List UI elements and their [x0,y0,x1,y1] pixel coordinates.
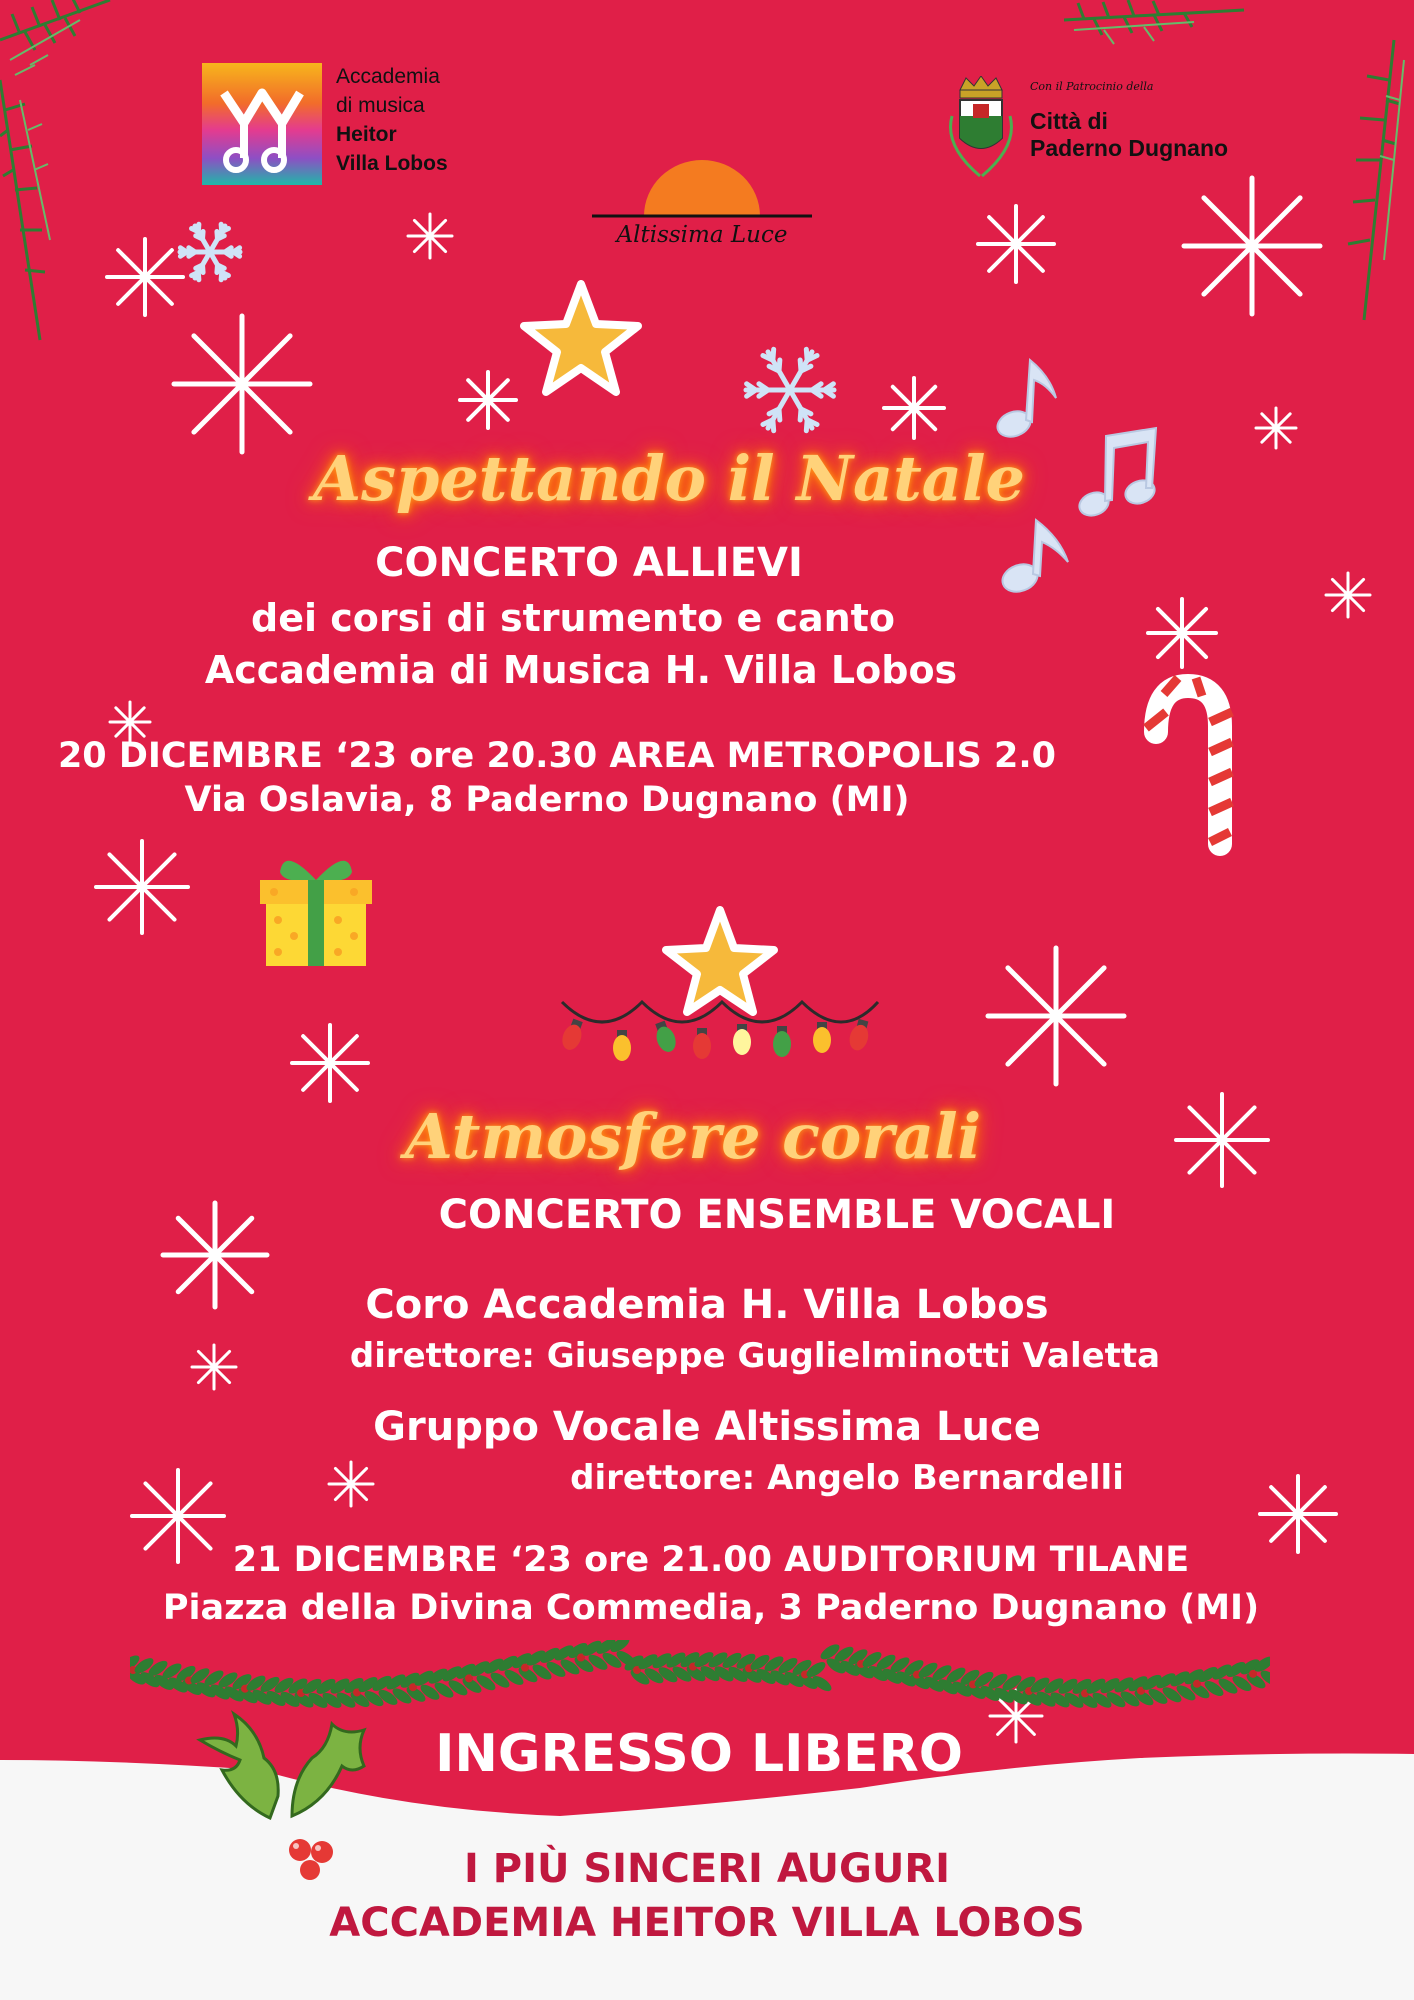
gift-icon [254,850,378,968]
event2-title: CONCERTO ENSEMBLE VOCALI [438,1192,1116,1238]
patronage-small-text: Con il Patrocinio della [1030,80,1154,93]
sparkle-icon [460,372,516,428]
event2-director-1: direttore: Giuseppe Guglielminotti Valetta [349,1336,1161,1376]
altissima-logo-text: Altissima Luce [616,222,788,248]
event1-subtitle-1: dei corsi di strumento e canto [251,596,895,640]
event2-date: 21 DICEMBRE ‘23 ore 21.00 AUDITORIUM TILANE [232,1540,1190,1580]
event1-title: CONCERTO ALLIEVI [375,540,803,586]
event2-director-2: direttore: Angelo Bernardelli [570,1458,1124,1498]
event1-address: Via Oslavia, 8 Paderno Dugnano (MI) [184,780,910,820]
snowflake-icon [746,349,834,430]
event2-heading: Atmosfere corali [404,1100,982,1173]
sparkle-icon [174,316,310,452]
event1-heading: Aspettando il Natale [313,442,1025,515]
event1-subtitle-2: Accademia di Musica H. Villa Lobos [204,648,958,692]
event2-choir-1: Coro Accademia H. Villa Lobos [365,1282,1049,1328]
star-icon [520,280,642,398]
sparkle-icon [988,948,1124,1084]
snowflake-icon [180,224,240,279]
event1-date: 20 DICEMBRE ‘23 ore 20.30 AREA METROPOLIS 2.0 [57,736,1057,776]
sparkle-icon [107,239,183,315]
sparkle-icon [408,214,452,258]
sparkle-icon [292,1025,368,1101]
greeting-line-2: ACCADEMIA HEITOR VILLA LOBOS [329,1900,1085,1946]
academy-line-4: Villa Lobos [336,152,448,175]
sparkle-icon [1184,178,1320,314]
city-line-2: Paderno Dugnano [1030,135,1229,161]
academy-line-2: di musica [336,94,425,117]
greeting-line-1: I PIÙ SINCERI AUGURI [463,1846,951,1892]
sparkle-icon [96,841,188,933]
academy-line-1: Accademia [336,65,440,88]
sparkle-icon [1326,573,1370,617]
sparkle-icon [884,378,944,438]
sparkle-icon [978,206,1054,282]
free-entry: INGRESSO LIBERO [435,1724,963,1784]
event2-choir-2: Gruppo Vocale Altissima Luce [373,1404,1041,1450]
academy-line-3: Heitor [336,123,397,146]
event2-address: Piazza della Divina Commedia, 3 Paderno Dugnano (MI) [162,1588,1260,1628]
city-line-1: Città di [1030,108,1108,134]
string-lights-icon [556,988,882,1088]
